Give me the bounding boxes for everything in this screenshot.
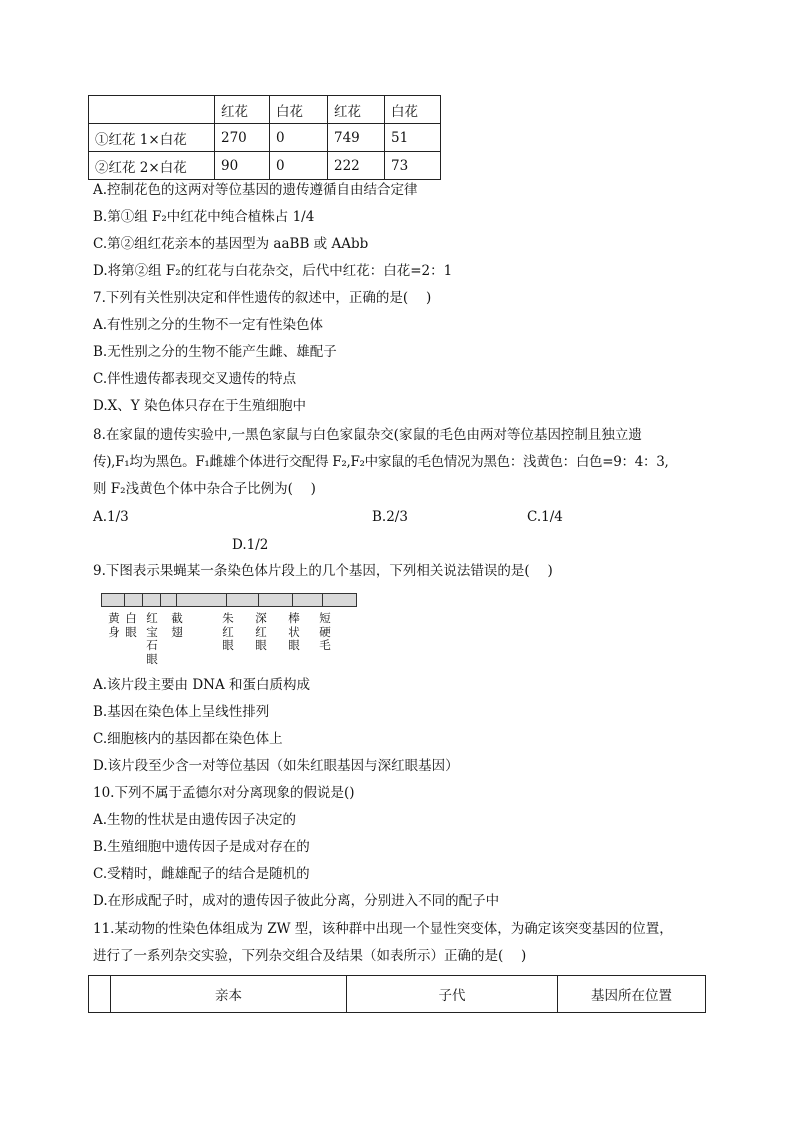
chromosome-segment bbox=[227, 594, 259, 606]
table-cell: 222 bbox=[328, 152, 385, 180]
q8-option-c: C.1/4 bbox=[527, 509, 563, 525]
q11-stem-line1: 11.某动物的性染色体组成为 ZW 型，该种群中出现一个显性突变体，为确定该突变基因的位置， bbox=[93, 921, 673, 937]
q8-option-a: A.1/3 bbox=[93, 509, 129, 525]
chromosome-segment bbox=[161, 594, 177, 606]
table-cell: 51 bbox=[385, 124, 441, 152]
table-header-cell: 白花 bbox=[385, 96, 441, 124]
table-header-cell: 红花 bbox=[328, 96, 385, 124]
q8-option-d: D.1/2 bbox=[232, 537, 269, 553]
table-cell: 749 bbox=[328, 124, 385, 152]
q9-option-c: C.细胞核内的基因都在染色体上 bbox=[93, 731, 283, 747]
chromosome-diagram bbox=[101, 593, 357, 607]
table-header-row bbox=[89, 976, 706, 1013]
table-cell: 90 bbox=[215, 152, 270, 180]
table-row bbox=[89, 124, 441, 152]
chromosome-segment bbox=[293, 594, 323, 606]
table-cell: ①红花 1×白花 bbox=[89, 124, 215, 152]
table-row bbox=[89, 152, 441, 180]
table-header-cell bbox=[89, 976, 111, 1013]
q7-option-b: B.无性别之分的生物不能产生雌、雄配子 bbox=[93, 344, 337, 360]
gene-label: 朱红眼 bbox=[222, 611, 234, 652]
gene-label: 黄身 bbox=[108, 611, 120, 639]
q6-option-a: A.控制花色的这两对等位基因的遗传遵循自由结合定律 bbox=[93, 182, 418, 198]
q10-option-b: B.生殖细胞中遗传因子是成对存在的 bbox=[93, 839, 310, 855]
q6-option-b: B.第①组 F₂中红花中纯合植株占 1/4 bbox=[93, 209, 315, 225]
q9-option-b: B.基因在染色体上呈线性排列 bbox=[93, 704, 270, 720]
gene-label: 棒状眼 bbox=[288, 611, 300, 652]
q8-stem-line1: 8.在家鼠的遗传实验中,一黑色家鼠与白色家鼠杂交(家鼠的毛色由两对等位基因控制且独立遗 bbox=[93, 427, 642, 443]
gene-label: 深红眼 bbox=[255, 611, 267, 652]
chromosome-segment bbox=[323, 594, 356, 606]
gene-label: 短硬毛 bbox=[319, 611, 331, 652]
chromosome-segment bbox=[259, 594, 293, 606]
table-header-cell: 基因所在位置 bbox=[558, 976, 706, 1013]
table-header-cell: 白花 bbox=[270, 96, 328, 124]
q10-option-d: D.在形成配子时，成对的遗传因子彼此分离，分别进入不同的配子中 bbox=[93, 893, 500, 909]
chromosome-segment bbox=[177, 594, 227, 606]
table-header-row bbox=[89, 96, 441, 124]
gene-label: 红宝石眼 bbox=[146, 611, 158, 666]
q10-option-c: C.受精时，雌雄配子的结合是随机的 bbox=[93, 866, 310, 882]
cross-results-table bbox=[88, 95, 441, 180]
table-header-cell bbox=[89, 96, 215, 124]
q8-stem-line2: 传),F₁均为黑色。F₁雌雄个体进行交配得 F₂,F₂中家鼠的毛色情况为黑色：浅黄色：白色=9：4：3, bbox=[93, 454, 669, 470]
table-header-cell: 子代 bbox=[347, 976, 558, 1013]
q9-option-d: D.该片段至少含一对等位基因（如朱红眼基因与深红眼基因） bbox=[93, 758, 459, 774]
q8-option-b: B.2/3 bbox=[372, 509, 408, 525]
q7-option-d: D.X、Y 染色体只存在于生殖细胞中 bbox=[93, 398, 306, 414]
q7-option-c: C.伴性遗传都表现交叉遗传的特点 bbox=[93, 371, 297, 387]
q6-option-c: C.第②组红花亲本的基因型为 aaBB 或 AAbb bbox=[93, 236, 369, 252]
q7-stem: 7.下列有关性别决定和伴性遗传的叙述中，正确的是( ) bbox=[93, 290, 432, 306]
hybridization-table bbox=[88, 975, 706, 1013]
q11-stem-line2: 进行了一系列杂交实验，下列杂交组合及结果（如表所示）正确的是( ) bbox=[93, 948, 527, 964]
gene-label: 白眼 bbox=[125, 611, 137, 639]
table-cell: 0 bbox=[270, 152, 328, 180]
q9-option-a: A.该片段主要由 DNA 和蛋白质构成 bbox=[93, 677, 311, 693]
table-cell: 0 bbox=[270, 124, 328, 152]
table-cell: 270 bbox=[215, 124, 270, 152]
chromosome-segment bbox=[102, 594, 125, 606]
table-header-cell: 红花 bbox=[215, 96, 270, 124]
gene-label: 截翅 bbox=[171, 611, 183, 639]
table-header-cell: 亲本 bbox=[111, 976, 347, 1013]
q10-stem: 10.下列不属于孟德尔对分离现象的假说是() bbox=[93, 785, 355, 801]
chromosome-segment bbox=[125, 594, 143, 606]
table-cell: 73 bbox=[385, 152, 441, 180]
q6-option-d: D.将第②组 F₂的红花与白花杂交，后代中红花：白花=2：1 bbox=[93, 263, 453, 279]
chromosome-segment bbox=[143, 594, 161, 606]
q7-option-a: A.有性别之分的生物不一定有性染色体 bbox=[93, 317, 324, 333]
table-cell: ②红花 2×白花 bbox=[89, 152, 215, 180]
q10-option-a: A.生物的性状是由遗传因子决定的 bbox=[93, 812, 297, 828]
q9-stem: 9.下图表示果蝇某一条染色体片段上的几个基因，下列相关说法错误的是( ) bbox=[93, 563, 553, 579]
q8-stem-line3: 则 F₂浅黄色个体中杂合子比例为( ) bbox=[93, 481, 316, 497]
